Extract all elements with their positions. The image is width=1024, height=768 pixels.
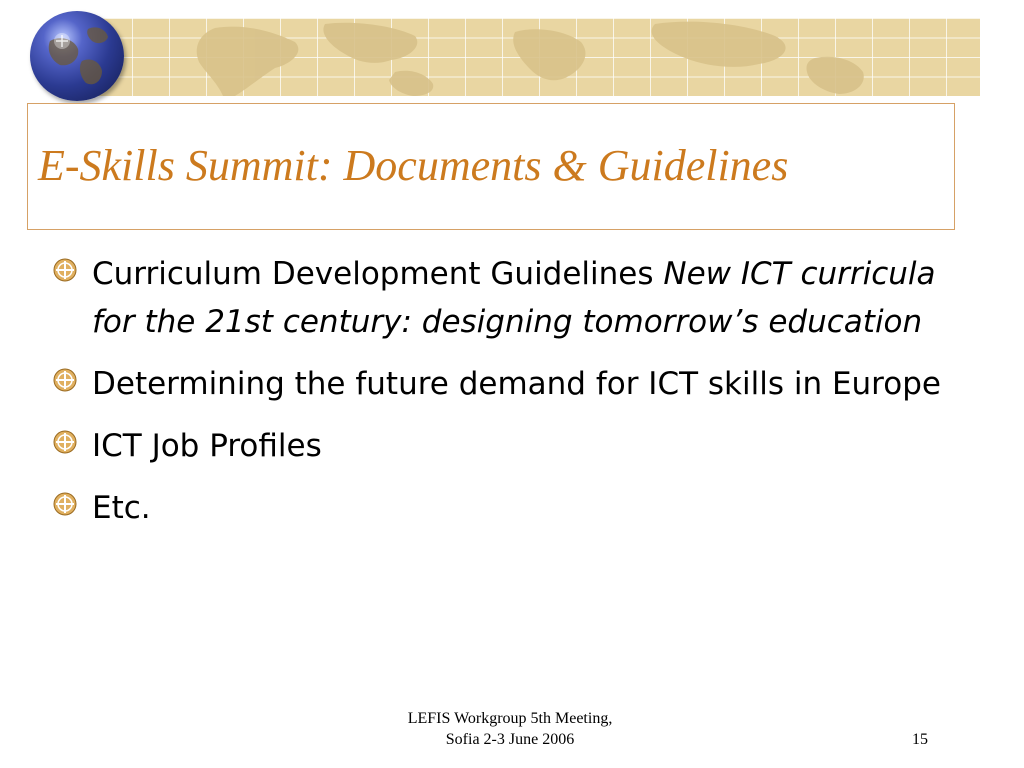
slide-title: E-Skills Summit: Documents & Guidelines — [38, 141, 789, 190]
bullet-text: ICT Job Profiles — [92, 428, 322, 464]
title-box — [27, 103, 955, 230]
compass-bullet-icon — [52, 257, 78, 283]
bullet-text: Determining the future demand for ICT skills in Europe — [92, 366, 941, 402]
bullet-item — [52, 484, 952, 532]
footer-line-1: LEFIS Workgroup 5th Meeting, — [407, 710, 613, 727]
world-map-icon — [95, 18, 980, 96]
bullet-item — [52, 422, 952, 470]
bullet-item — [52, 250, 952, 346]
bullet-text: Curriculum Development Guidelines — [92, 256, 664, 292]
compass-bullet-icon — [52, 491, 78, 517]
bullet-text: Etc. — [92, 490, 151, 526]
footer — [340, 708, 680, 750]
world-map-banner — [95, 18, 980, 96]
compass-bullet-icon — [52, 429, 78, 455]
bullet-list — [52, 250, 952, 546]
footer-line-2: Sofia 2-3 June 2006 — [445, 731, 575, 748]
page-number: 15 — [912, 731, 928, 748]
bullet-emphasis: New ICT curricula for the 21st century: designing tomorrow’s education — [92, 256, 936, 340]
bullet-item — [52, 360, 952, 408]
globe-icon — [30, 11, 124, 101]
compass-bullet-icon — [52, 367, 78, 393]
